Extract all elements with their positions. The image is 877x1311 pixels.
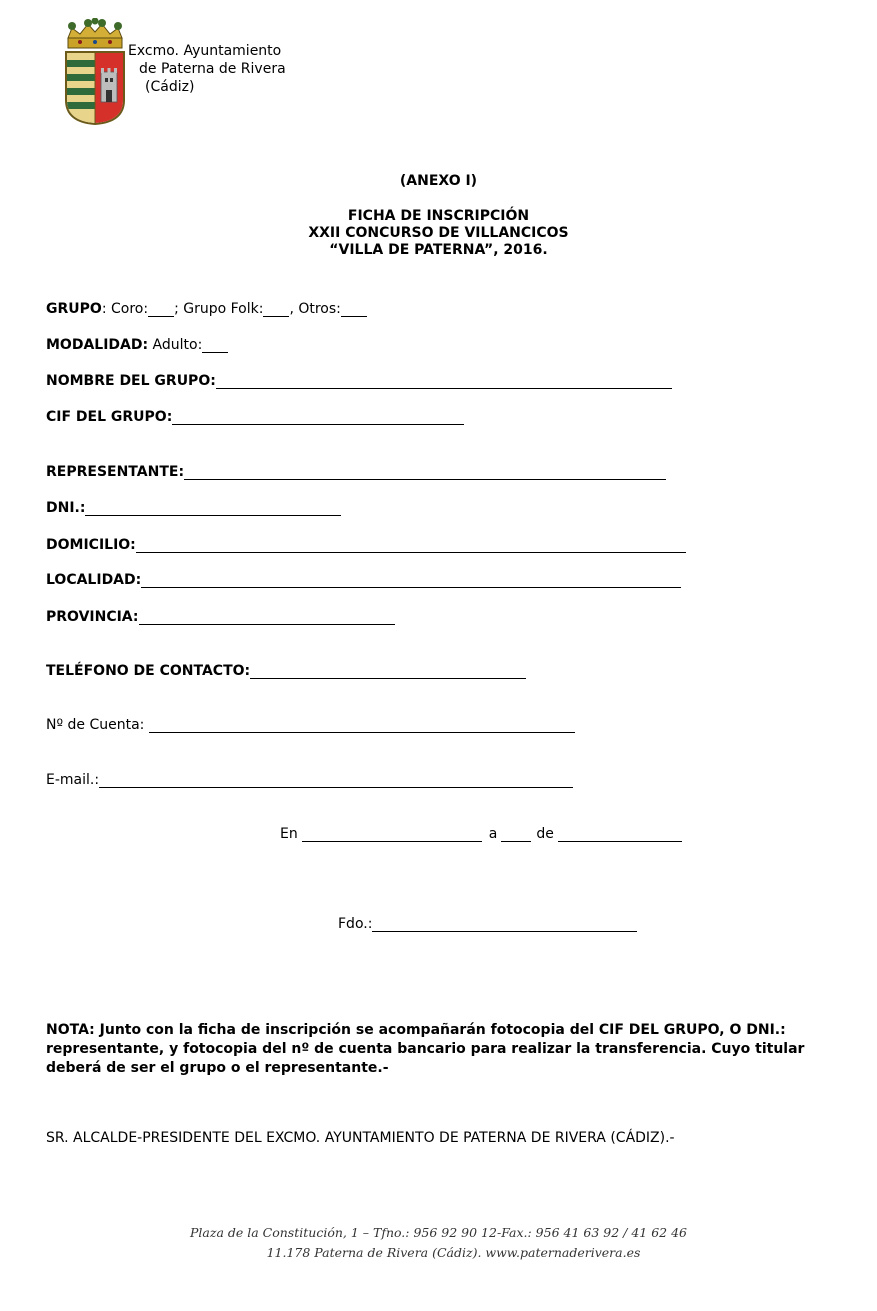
signature-blank[interactable] [372,916,637,932]
field-label: GRUPO [46,301,102,317]
localidad-blank[interactable] [141,572,681,588]
signature-label: Fdo.: [338,916,373,932]
footer-website: 11.178 Paterna de Rivera (Cádiz). www.paternaderivera.es [266,1245,641,1260]
representante-blank[interactable] [184,464,666,480]
field-label: LOCALIDAD: [46,572,142,588]
date-label-de: de [536,826,554,842]
field-label: ; Grupo Folk: [174,301,264,317]
annex-heading: (ANEXO I) [399,173,478,189]
representante-row [46,460,666,480]
month-blank[interactable] [558,826,682,842]
telefono-row [46,659,526,679]
issuer-block [128,42,286,96]
email-row [46,768,573,788]
provincia-blank[interactable] [139,609,395,625]
field-label: : Coro: [101,301,149,317]
title-line: XXII CONCURSO DE VILLANCICOS [308,225,569,241]
note-paragraph: NOTA: Junto con la ficha de inscripción se acompañarán fotocopia del CIF DEL GRUPO, O DNI.: representante, y fotocopia del nº de cuenta bancario para realizar la transferencia. Cuyo titular deberá de ser el grupo o el representante.- [46,1022,805,1076]
signature-line [338,912,637,932]
cif-grupo-row [46,405,464,425]
coro-blank[interactable] [148,301,174,317]
field-label: Adulto: [148,337,203,353]
title-line: “VILLA DE PATERNA”, 2016. [329,242,548,258]
domicilio-blank[interactable] [136,537,686,553]
field-label: TELÉFONO DE CONTACTO: [46,663,251,679]
issuer-line: de Paterna de Rivera [139,61,286,77]
nombre-grupo-blank[interactable] [216,373,672,389]
provincia-row [46,605,395,625]
field-label: NOMBRE DEL GRUPO: [46,373,216,389]
domicilio-row [46,533,686,553]
adulto-blank[interactable] [202,337,228,353]
dni-row [46,496,341,516]
dni-blank[interactable] [85,500,341,516]
cuenta-row [46,713,575,733]
grupo-row [46,297,367,317]
cuenta-blank[interactable] [149,717,575,733]
field-label: PROVINCIA: [46,609,139,625]
field-label: DNI.: [46,500,86,516]
title-line: FICHA DE INSCRIPCIÓN [347,208,530,224]
day-blank[interactable] [501,826,531,842]
document-title [0,208,877,259]
localidad-row [46,568,681,588]
field-label: , Otros: [289,301,341,317]
cif-grupo-blank[interactable] [172,409,464,425]
date-label-a: a [488,826,498,842]
coat-of-arms-logo [62,18,128,126]
field-label: DOMICILIO: [46,537,136,553]
otros-blank[interactable] [341,301,367,317]
field-label: Nº de Cuenta: [46,717,149,733]
addressee-line: SR. ALCALDE-PRESIDENTE DEL EXCMO. AYUNTAMIENTO DE PATERNA DE RIVERA (CÁDIZ).- [46,1130,675,1146]
field-label: E-mail.: [46,772,100,788]
telefono-blank[interactable] [250,663,526,679]
issuer-line: (Cádiz) [145,79,195,95]
crown-icon [68,18,122,48]
modalidad-row [46,333,228,353]
field-label: REPRESENTANTE: [46,464,185,480]
field-label: MODALIDAD: [46,337,149,353]
footer-address: Plaza de la Constitución, 1 – Tfno.: 956 92 90 12-Fax.: 956 41 63 92 / 41 62 46 [190,1225,687,1240]
folk-blank[interactable] [263,301,289,317]
date-line [280,822,682,842]
nombre-grupo-row [46,369,672,389]
email-blank[interactable] [99,772,573,788]
footer [0,1223,877,1263]
date-label-en: En [280,826,298,842]
place-blank[interactable] [302,826,482,842]
field-label: CIF DEL GRUPO: [46,409,173,425]
issuer-line: Excmo. Ayuntamiento [128,43,282,59]
